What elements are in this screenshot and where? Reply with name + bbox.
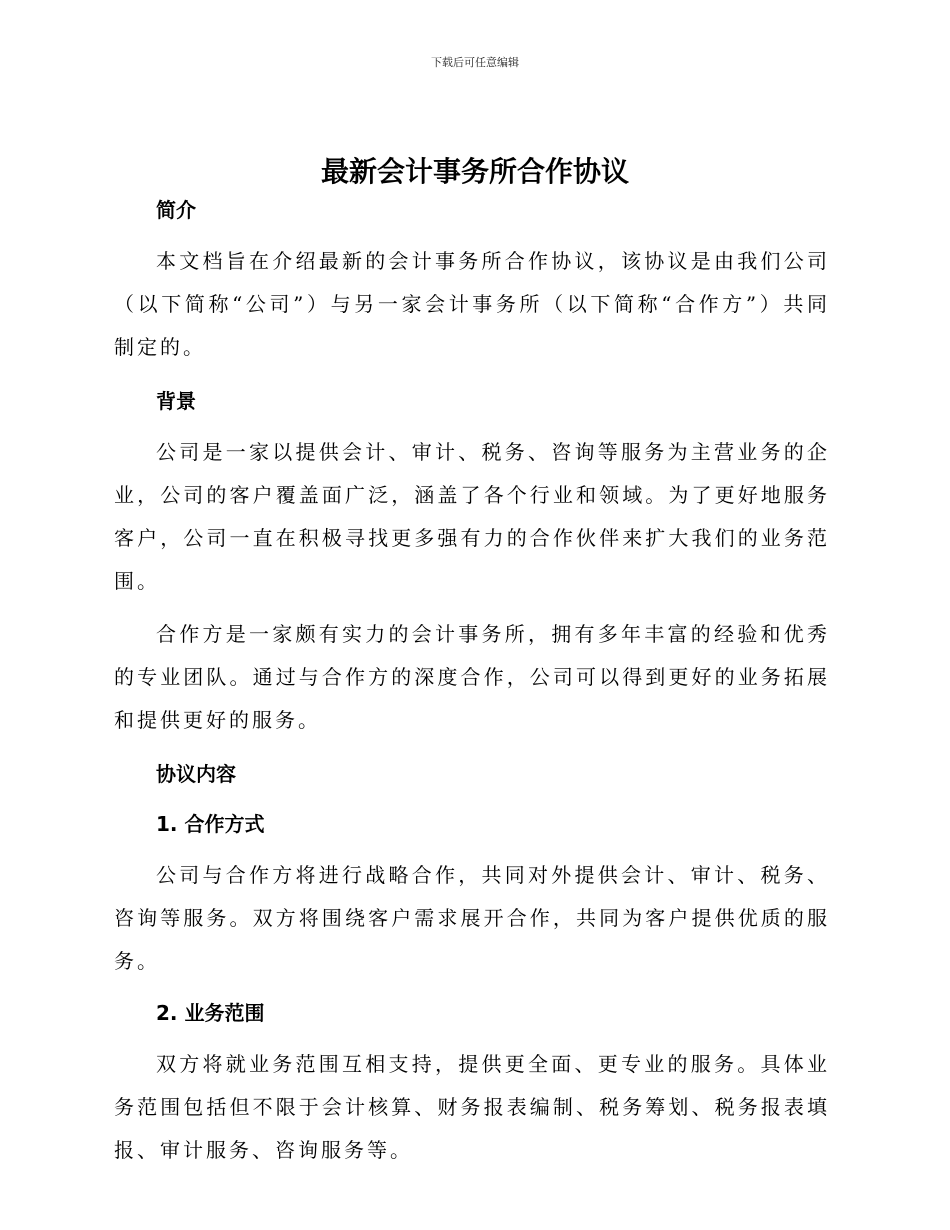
document-body (114, 190, 830, 1172)
spacer (114, 230, 830, 240)
paragraph-scope: 双方将就业务范围互相支持，提供更全面、更专业的服务。具体业务范围包括但不限于会计核算、财务报表编制、税务筹划、税务报表填报、审计服务、咨询服务等。 (114, 1052, 830, 1162)
page-title: 最新会计事务所合作协议 (320, 155, 629, 188)
subsection-heading-cooperation: 1. 合作方式 (156, 812, 265, 836)
paragraph-intro: 本文档旨在介绍最新的会计事务所合作协议，该协议是由我们公司（以下简称“公司”）与另一家会计事务所（以下简称“合作方”）共同制定的。 (114, 249, 830, 359)
paragraph-background-2: 合作方是一家颇有实力的会计事务所，拥有多年丰富的经验和优秀的专业团队。通过与合作方的深度合作，公司可以得到更好的业务拓展和提供更好的服务。 (114, 622, 830, 732)
spacer (114, 421, 830, 431)
section-heading-background: 背景 (156, 389, 196, 413)
spacer (114, 603, 830, 613)
section-heading-agreement: 协议内容 (156, 762, 236, 786)
spacer (114, 983, 830, 993)
header-note: 下载后可任意编辑 (431, 56, 519, 69)
spacer (114, 369, 830, 381)
spacer (114, 742, 830, 754)
paragraph-background-1: 公司是一家以提供会计、审计、税务、咨询等服务为主营业务的企业，公司的客户覆盖面广泛，涵盖了各个行业和领域。为了更好地服务客户，公司一直在积极寻找更多强有力的合作伙伴来扩大我们的业务范围。 (114, 440, 830, 593)
spacer (114, 794, 830, 804)
subsection-heading-scope: 2. 业务范围 (156, 1001, 265, 1025)
section-heading-intro: 简介 (156, 198, 196, 222)
spacer (114, 844, 830, 854)
spacer (114, 1033, 830, 1043)
paragraph-cooperation: 公司与合作方将进行战略合作，共同对外提供会计、审计、税务、咨询等服务。双方将围绕客户需求展开合作，共同为客户提供优质的服务。 (114, 863, 830, 973)
